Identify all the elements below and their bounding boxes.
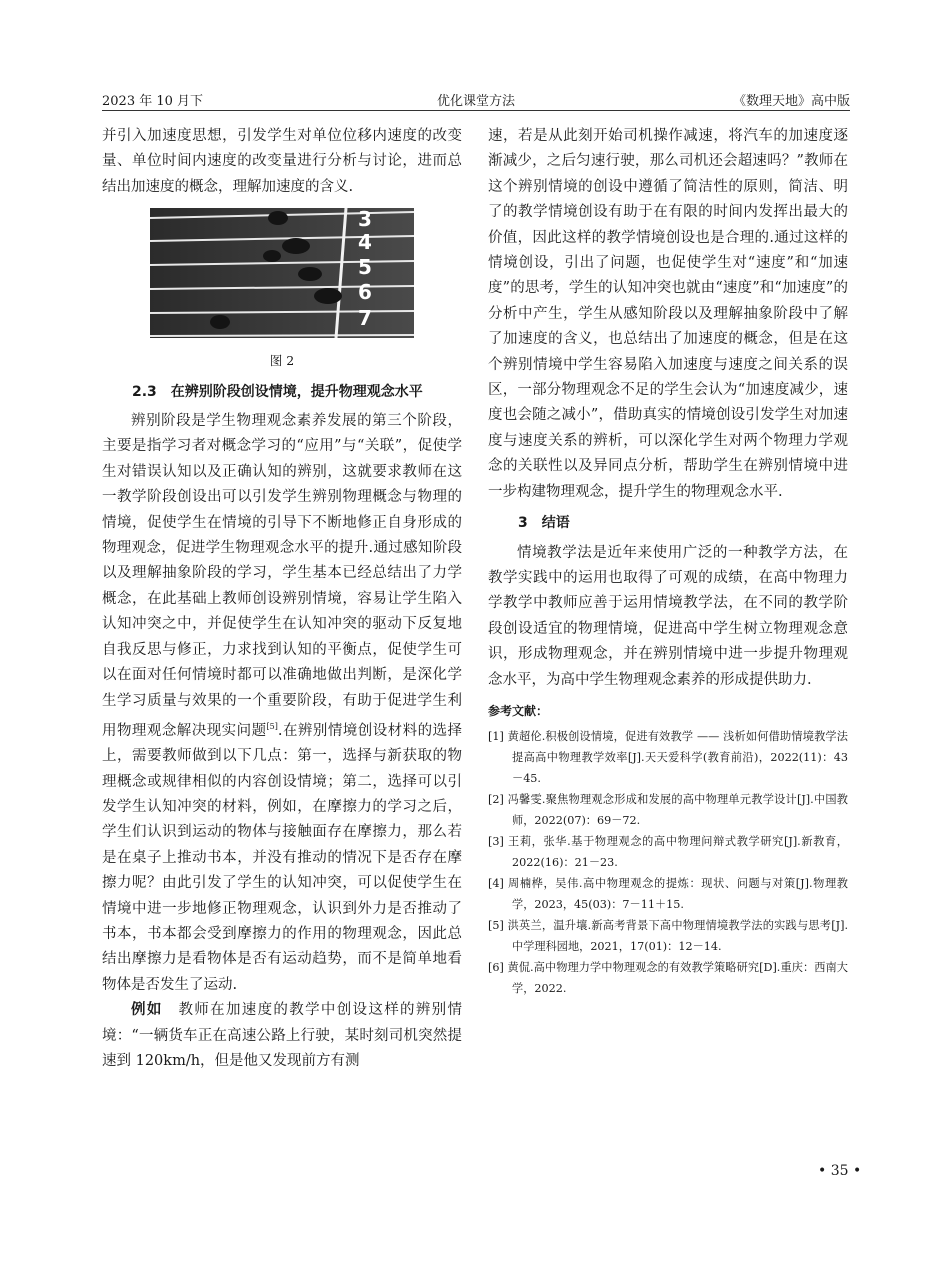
left-column [102,124,462,1074]
lane-number-5: 5 [358,255,372,280]
track-illustration [150,208,414,338]
reference-item: [6] 黄侃.高中物理力学中物理观念的有效教学策略研究[D].重庆：西南大学，2022. [488,961,848,996]
intro-paragraph: 并引入加速度思想，引发学生对单位位移内速度的改变量、单位时间内速度的改变量进行分析与讨论，进而总结出加速度的概念，理解加速度的含义. [102,128,462,195]
section-heading-3: 3 结语 [518,515,570,532]
paragraph-text-a: 辨别阶段是学生物理观念素养发展的第三个阶段，主要是指学习者对概念学习的“应用”与“关联”，促使学生对错误认知以及正确认知的辨别，这就要求教师在这一教学阶段创设出可以引发学生辨别物理概念与物理的情境，促使学生在情境的引导下不断地修正自身形成的物理观念，促进学生物理观念水平的提升.通过感知阶段以及理解抽象阶段的学习，学生基本已经总结出了力学概念，在此基础上教师创设辨别情境，容易让学生陷入认知冲突之中，并促使学生在认知冲突的驱动下反复地自我反思与修正，力求找到认知的平衡点，促使学生可以在面对任何情境时都可以准确地做出判断，是深化学生学习质量与效果的一个重要阶段，有助于促进学生利用物理观念解决现实问题 [102,413,462,739]
reference-item: [2] 冯馨雯.聚焦物理观念形成和发展的高中物理单元教学设计[J].中国教师，2022(07)：69－72. [488,793,848,828]
figure-2-sprint-photo [150,208,414,338]
reference-item: [5] 洪英兰，温升壤.新高考背景下高中物理情境教学法的实践与思考[J].中学理科园地，2021，17(01)：12－14. [488,919,848,954]
lane-number-3: 3 [358,208,372,232]
example-text: 教师在加速度的教学中创设这样的辨别情境：“一辆货车正在高速公路上行驶，某时刻司机突然提速到 120km/h，但是他又发现前方有测 [102,1002,463,1070]
example-paragraph [102,998,462,1074]
header-journal: 《数理天地》高中版 [732,94,850,109]
header-section: 优化课堂方法 [436,94,515,109]
conclusion-paragraph: 情境教学法是近年来使用广泛的一种教学方法，在教学实践中的运用也取得了可观的成绩，在高中物理力学教学中教师应善于运用情境教学法，在不同的教学阶段创设适宜的物理情境，促进高中学生树立物理观念意识，形成物理观念，并在辨别情境中进一步提升物理观念水平，为高中学生物理观念素养的形成提供助力. [488,544,848,688]
lane-number-6: 6 [358,280,372,305]
discrimination-paragraph [102,409,462,998]
page-number: • 35 • [818,1163,862,1179]
lane-number-4: 4 [358,230,372,255]
reference-item: [3] 王莉，张华.基于物理观念的高中物理问辩式教学研究[J].新教育，2022(16)：21－23. [488,835,848,870]
continued-paragraph: 速，若是从此刻开始司机操作减速，将汽车的加速度逐渐减少，之后匀速行驶，那么司机还会超速吗？”教师在这个辨别情境的创设中遵循了简洁性的原则，简洁、明了的教学情境创设有助于在有限的时间内发挥出最大的价值，因此这样的教学情境创设也是合理的.通过这样的情境创设，引出了问题，也促使学生对“速度”和“加速度”的思考，学生的认知冲突也就由“速度”和“加速度”的分析中产生，学生从感知阶段以及理解抽象阶段中了解了加速度的含义，也总结出了加速度的概念，但是在这个辨别情境中学生容易陷入加速度与速度之间关系的误区，一部分物理观念不足的学生会认为“加速度减少，速度也会随之减小”，借助真实的情境创设引发学生对加速度与速度关系的辨析，可以深化学生对两个物理力学观念的关联性以及异同点分析，帮助学生在辨别情境中进一步构建物理观念，提升学生的物理观念水平. [488,128,848,500]
reference-item: [4] 周楠桦，吴伟.高中物理观念的提炼：现状、问题与对策[J].物理教学，2023，45(03)：7－11＋15. [488,877,848,912]
paragraph-text-b: .在辨别情境创设材料的选择上，需要教师做到以下几点：第一，选择与新获取的物理概念或规律相似的内容创设情境；第二，选择可以引发学生认知冲突的材料，例如，在摩擦力的学习之后，学生们认识到运动的物体与接触面存在摩擦力，那么若是在桌子上推动书本，并没有推动的情况下是否存在摩擦力呢？由此引发了学生的认知冲突，可以促使学生在情境中进一步地修正物理观念，认识到外力是否推动了书本，书本都会受到摩擦力的作用的物理观念，因此总结出摩擦力是看物体是否有运动趋势，而不是简单地看物体是否发生了运动. [102,722,463,993]
example-lead: 例如 [131,1002,163,1019]
lane-number-7: 7 [358,306,372,331]
right-column [488,124,848,999]
citation-5: [5] [266,721,278,731]
header-date: 2023 年 10 月下 [102,94,204,109]
reference-item: [1] 黄超伦.积极创设情境，促进有效教学 —— 浅析如何借助情境教学法提高高中物理教学效率[J].天天爱科学(教育前沿)，2022(11)：43－45. [488,730,848,786]
references-title: 参考文献： [488,703,549,718]
figure-caption: 图 2 [269,353,295,369]
section-heading-2-3: 2.3 在辨别阶段创设情境，提升物理观念水平 [132,383,423,400]
running-header [102,88,850,111]
reference-list [488,726,848,999]
